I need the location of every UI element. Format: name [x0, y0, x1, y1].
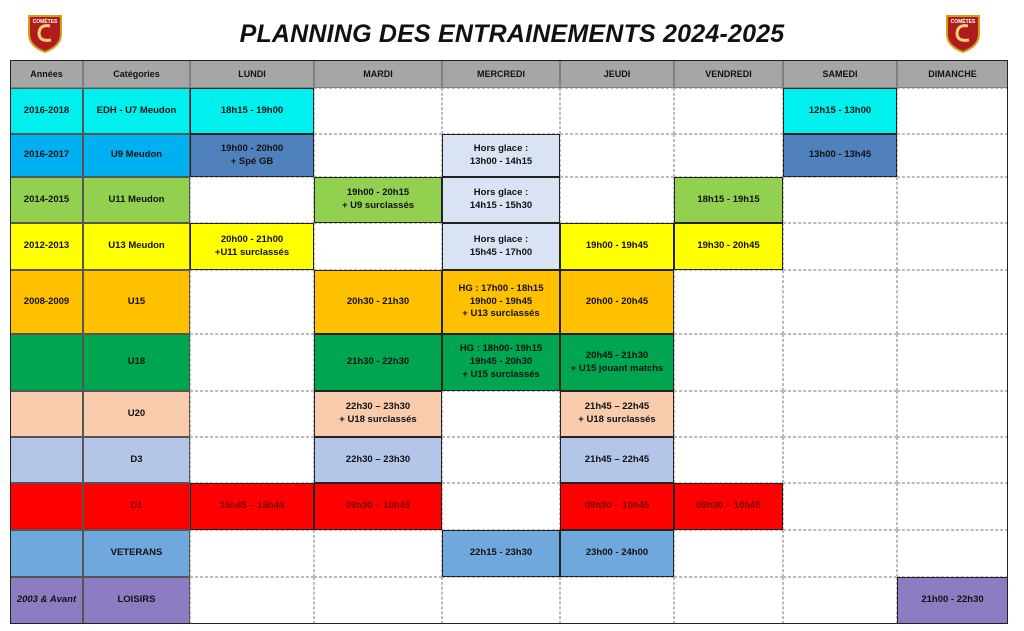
training-slot: 20h45 - 21h30 + U15 jouant matchs	[560, 334, 674, 391]
category-cell: U20	[83, 391, 190, 437]
empty-slot	[674, 577, 783, 624]
empty-slot	[897, 223, 1008, 270]
training-slot: 23h00 - 24h00	[560, 530, 674, 577]
year-cell	[10, 391, 83, 437]
empty-slot	[442, 577, 560, 624]
training-slot: 19h00 - 20h15 + U9 surclassés	[314, 177, 442, 223]
training-slot: 22h30 – 23h30	[314, 437, 442, 483]
column-header: DIMANCHE	[897, 60, 1008, 88]
empty-slot	[314, 530, 442, 577]
training-slot: 22h15 - 23h30	[442, 530, 560, 577]
empty-slot	[897, 391, 1008, 437]
year-cell: 2012-2013	[10, 223, 83, 270]
training-slot: 19h00 - 19h45	[560, 223, 674, 270]
year-cell: 2016-2017	[10, 134, 83, 177]
empty-slot	[783, 577, 897, 624]
training-slot: 18h15 - 19h00	[190, 88, 314, 134]
empty-slot	[674, 334, 783, 391]
category-cell: U18	[83, 334, 190, 391]
empty-slot	[314, 134, 442, 177]
year-cell: 2008-2009	[10, 270, 83, 334]
year-cell: 2016-2018	[10, 88, 83, 134]
empty-slot	[314, 223, 442, 270]
empty-slot	[560, 88, 674, 134]
category-cell: D1	[83, 483, 190, 530]
empty-slot	[783, 437, 897, 483]
empty-slot	[190, 530, 314, 577]
column-header: VENDREDI	[674, 60, 783, 88]
empty-slot	[314, 88, 442, 134]
category-cell: LOISIRS	[83, 577, 190, 624]
column-header: JEUDI	[560, 60, 674, 88]
empty-slot	[442, 437, 560, 483]
training-slot: 20h00 - 21h00 +U11 surclassés	[190, 223, 314, 270]
year-cell: 2003 & Avant	[10, 577, 83, 624]
empty-slot	[190, 334, 314, 391]
training-slot: Hors glace : 14h15 - 15h30	[442, 177, 560, 223]
training-slot: 21h30 - 22h30	[314, 334, 442, 391]
category-cell: U9 Meudon	[83, 134, 190, 177]
training-slot: 15h45 – 16h45	[190, 483, 314, 530]
empty-slot	[190, 437, 314, 483]
empty-slot	[560, 177, 674, 223]
year-cell	[10, 483, 83, 530]
empty-slot	[674, 530, 783, 577]
empty-slot	[897, 437, 1008, 483]
training-slot: HG : 17h00 - 18h15 19h00 - 19h45 + U13 surclassés	[442, 270, 560, 334]
empty-slot	[783, 334, 897, 391]
training-slot: 19h30 - 20h45	[674, 223, 783, 270]
training-slot: 20h00 - 20h45	[560, 270, 674, 334]
empty-slot	[314, 577, 442, 624]
empty-slot	[442, 391, 560, 437]
year-cell	[10, 334, 83, 391]
empty-slot	[190, 270, 314, 334]
empty-slot	[897, 177, 1008, 223]
category-cell: U11 Meudon	[83, 177, 190, 223]
empty-slot	[442, 88, 560, 134]
training-slot: 21h45 – 22h45	[560, 437, 674, 483]
empty-slot	[674, 134, 783, 177]
empty-slot	[897, 134, 1008, 177]
empty-slot	[783, 177, 897, 223]
empty-slot	[442, 483, 560, 530]
training-slot: 18h15 - 19h15	[674, 177, 783, 223]
empty-slot	[783, 223, 897, 270]
planning-table	[10, 60, 1008, 624]
empty-slot	[897, 88, 1008, 134]
training-slot: 09h30 – 10h45	[314, 483, 442, 530]
column-header: Catégories	[83, 60, 190, 88]
empty-slot	[560, 134, 674, 177]
empty-slot	[897, 334, 1008, 391]
empty-slot	[674, 391, 783, 437]
empty-slot	[560, 577, 674, 624]
training-slot: 21h00 - 22h30	[897, 577, 1008, 624]
category-cell: U13 Meudon	[83, 223, 190, 270]
logo-text: COMÈTES	[950, 19, 976, 25]
training-slot: 09h30 – 10h45	[560, 483, 674, 530]
column-header: LUNDI	[190, 60, 314, 88]
column-header: MARDI	[314, 60, 442, 88]
training-slot: 13h00 - 13h45	[783, 134, 897, 177]
column-header: Années	[10, 60, 83, 88]
year-cell: 2014-2015	[10, 177, 83, 223]
empty-slot	[190, 177, 314, 223]
empty-slot	[783, 391, 897, 437]
training-slot: Hors glace : 15h45 - 17h00	[442, 223, 560, 270]
training-slot: 12h15 - 13h00	[783, 88, 897, 134]
training-slot: 21h45 – 22h45 + U18 surclassés	[560, 391, 674, 437]
category-cell: EDH - U7 Meudon	[83, 88, 190, 134]
training-slot: 20h30 - 21h30	[314, 270, 442, 334]
year-cell	[10, 530, 83, 577]
empty-slot	[897, 530, 1008, 577]
page-title: PLANNING DES ENTRAINEMENTS 2024-2025	[239, 20, 785, 48]
empty-slot	[674, 437, 783, 483]
column-header: MERCREDI	[442, 60, 560, 88]
empty-slot	[783, 270, 897, 334]
training-slot: HG : 18h00- 19h15 19h45 - 20h30 + U15 surclassés	[442, 334, 560, 391]
training-slot: Hors glace : 13h00 - 14h15	[442, 134, 560, 177]
year-cell	[10, 437, 83, 483]
empty-slot	[897, 270, 1008, 334]
logo-text: COMÈTES	[32, 19, 58, 25]
category-cell: U15	[83, 270, 190, 334]
empty-slot	[190, 577, 314, 624]
training-slot: 19h00 - 20h00 + Spé GB	[190, 134, 314, 177]
empty-slot	[190, 391, 314, 437]
empty-slot	[783, 483, 897, 530]
empty-slot	[783, 530, 897, 577]
training-slot: 09h30 – 10h45	[674, 483, 783, 530]
category-cell: VETERANS	[83, 530, 190, 577]
empty-slot	[674, 270, 783, 334]
empty-slot	[897, 483, 1008, 530]
empty-slot	[674, 88, 783, 134]
category-cell: D3	[83, 437, 190, 483]
training-slot: 22h30 – 23h30 + U18 surclassés	[314, 391, 442, 437]
column-header: SAMEDI	[783, 60, 897, 88]
